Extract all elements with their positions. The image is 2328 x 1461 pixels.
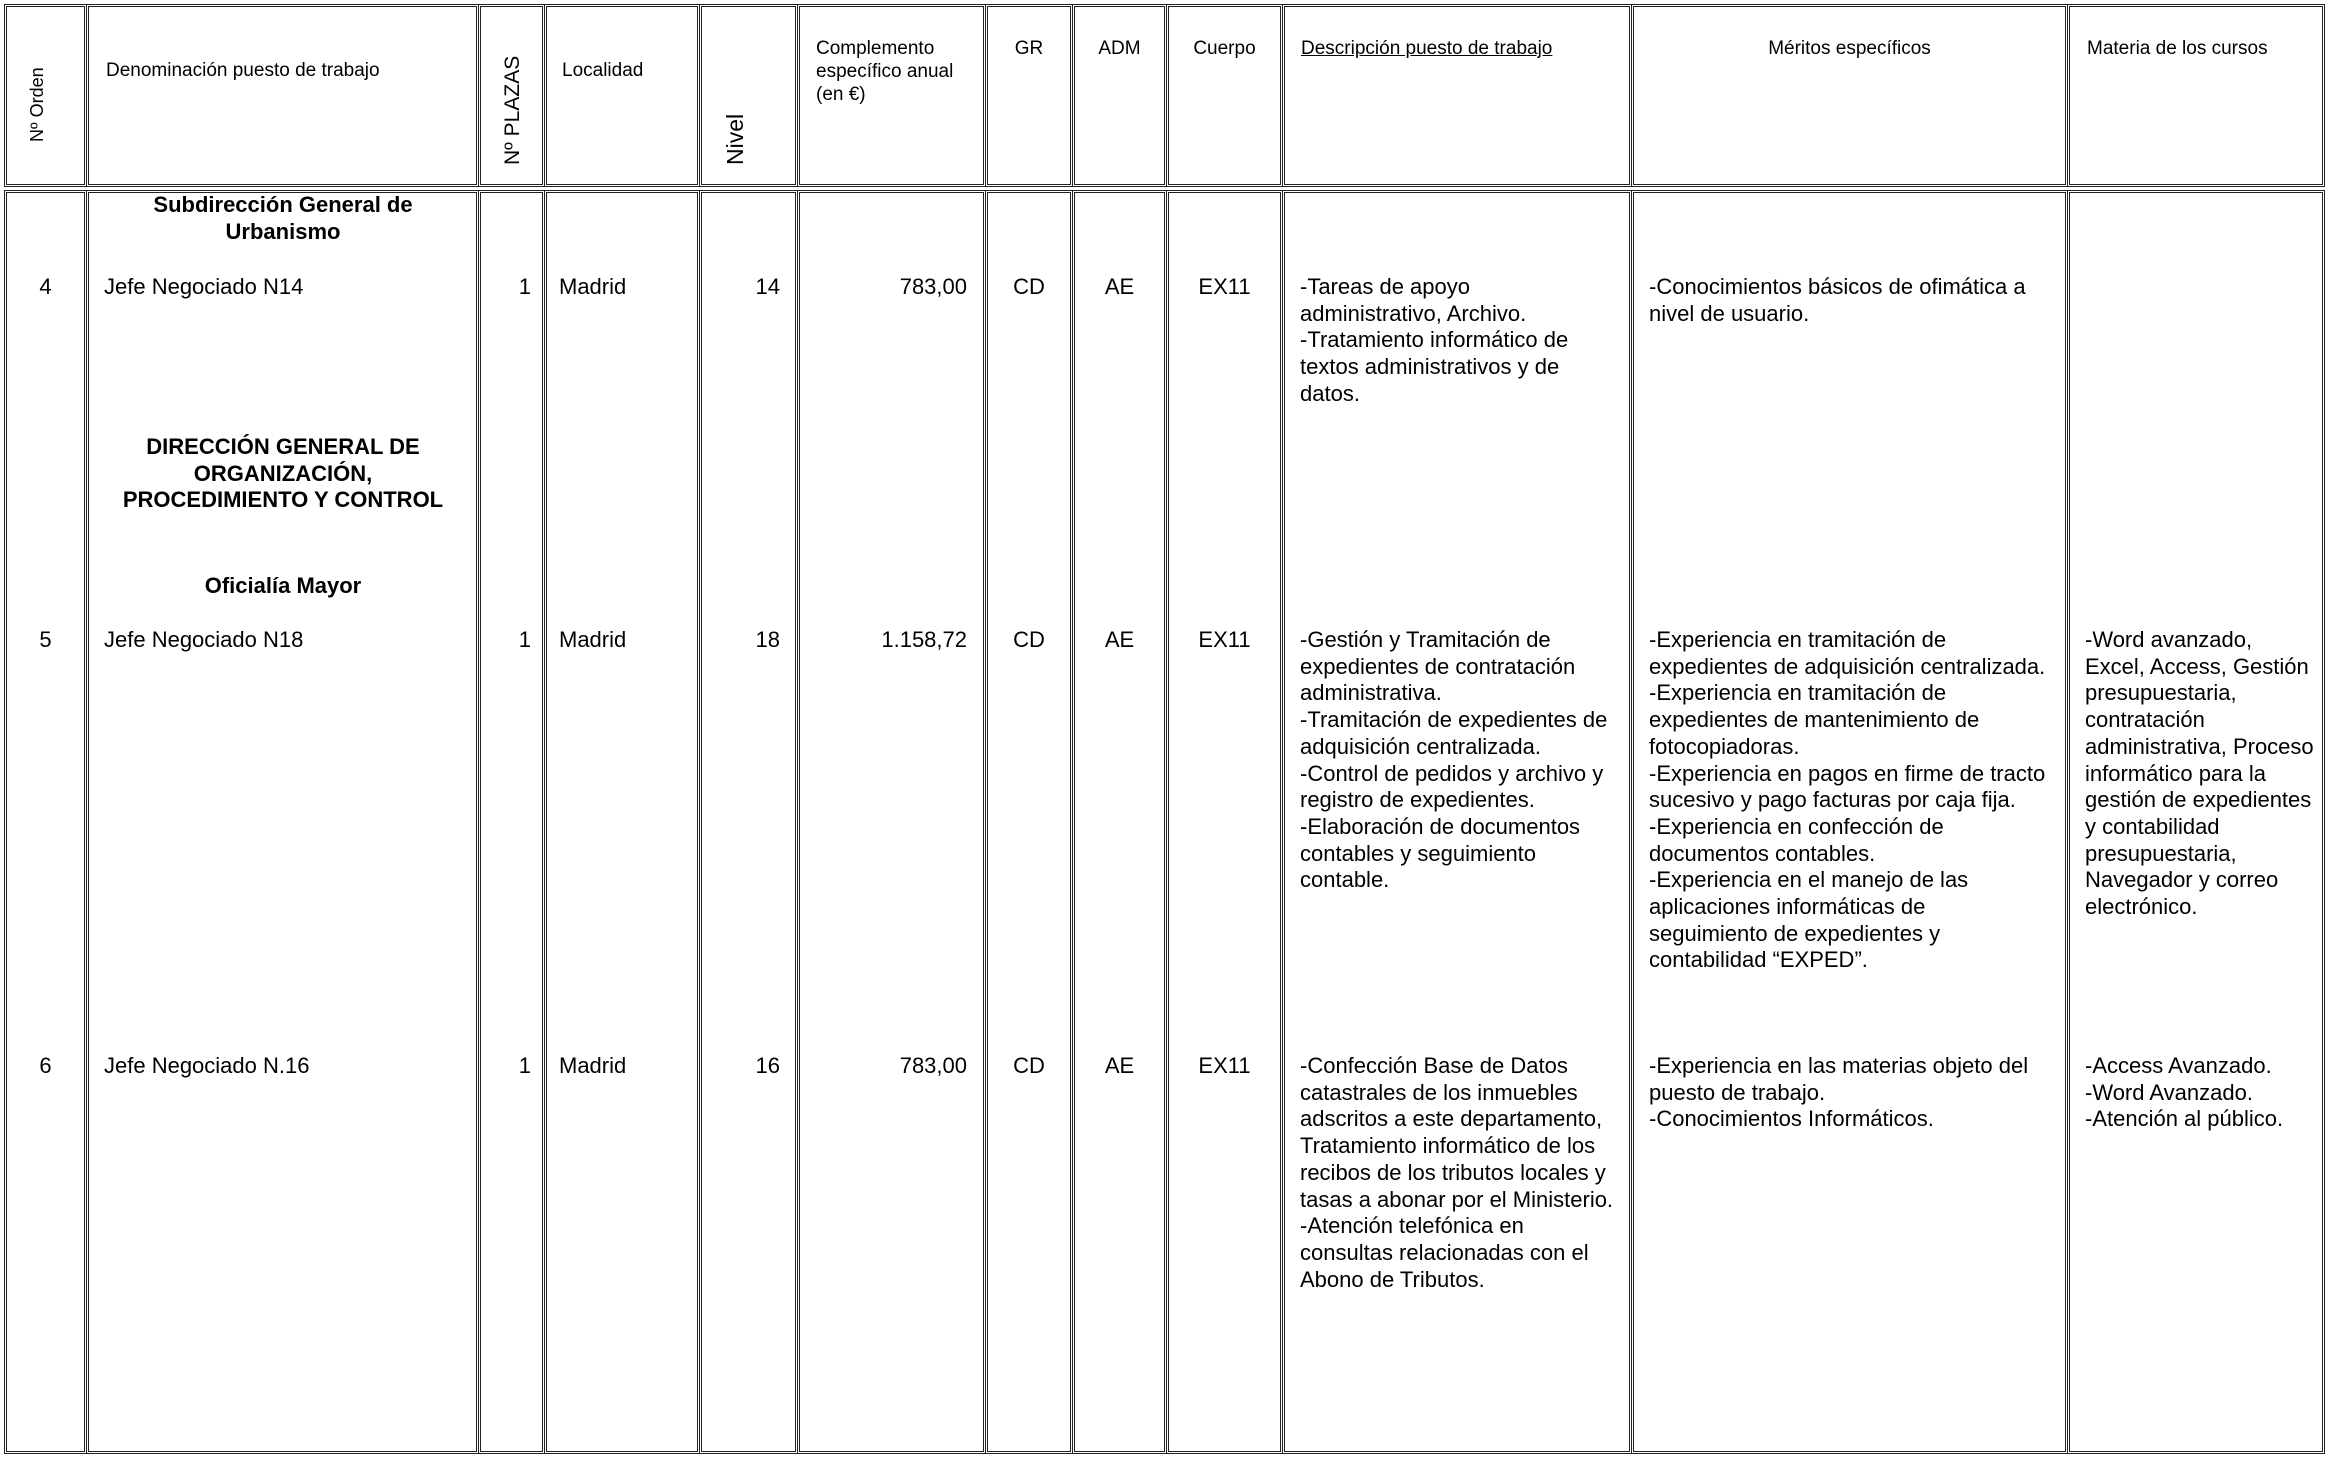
body-col-complemento [797,190,986,1454]
row-6-denominacion: Jefe Negociado N.16 [104,1053,310,1078]
row-5-complemento: 1.158,72 [881,627,967,652]
header-complemento: Complemento específico anual (en €) [816,38,954,105]
row-4-orden: 4 [39,274,52,299]
row-5-localidad: Madrid [559,627,627,652]
body-col-localidad [544,190,700,1454]
header-descripcion: Descripción puesto de trabajo [1301,38,1553,59]
body-col-orden [4,190,87,1454]
header-cell-orden [4,4,87,187]
header-cell-meritos [1631,4,2068,187]
header-cell-localidad [544,4,700,187]
row-5-descripcion: -Gestión y Tramitación de expedientes de contratación administrativa. -Tramitación de expedientes de adquisición centralizada. -Control de pedidos y archivo y registro de expedientes. -Elaboración de documentos contables y seguimiento contable. [1300,627,1608,893]
row-5-materia: -Word avanzado, Excel, Access, Gestión presupuestaria, contratación administrativa, Proceso informático para la gestión de expedientes y contabilidad presupuestaria, Navegador y correo electrónico. [2085,627,2314,920]
row-5-denominacion: Jefe Negociado N18 [104,627,304,652]
section-heading: DIRECCIÓN GENERAL DE ORGANIZACIÓN, PROCEDIMIENTO Y CONTROL [122,434,444,513]
header-cell-adm [1072,4,1167,187]
header-cell-plazas [478,4,545,187]
row-4-complemento: 783,00 [899,274,967,299]
row-6-localidad: Madrid [559,1053,627,1078]
section-heading: Oficialía Mayor [204,573,362,598]
row-6-adm: AE [1104,1053,1135,1078]
header-cell-descripcion [1282,4,1632,187]
row-4-descripcion: -Tareas de apoyo administrativo, Archivo. -Tratamiento informático de textos administrativos y de datos. [1300,274,1569,406]
body-col-nivel [699,190,798,1454]
row-4-plazas: 1 [518,274,531,299]
header-orden: Nº Orden [27,67,47,142]
header-meritos: Méritos específicos [1768,38,1931,59]
header-localidad: Localidad [562,60,644,81]
row-6-cuerpo: EX11 [1198,1053,1251,1078]
row-5-orden: 5 [39,627,52,652]
header-gr: GR [1014,38,1044,59]
header-cell-cuerpo [1166,4,1283,187]
row-5-gr: CD [1013,627,1045,652]
row-6-gr: CD [1013,1053,1045,1078]
body-col-cuerpo [1166,190,1283,1454]
row-6-orden: 6 [39,1053,52,1078]
header-nivel: Nivel [722,113,748,165]
row-4-adm: AE [1104,274,1135,299]
body-col-denominacion [86,190,479,1454]
row-5-nivel: 18 [755,627,780,652]
row-6-nivel: 16 [755,1053,780,1078]
row-4-denominacion: Jefe Negociado N14 [104,274,304,299]
row-6-plazas: 1 [518,1053,531,1078]
row-5-meritos: -Experiencia en tramitación de expedientes de adquisición centralizada. -Experiencia en tramitación de expedientes de mantenimiento de fotocopiadoras. -Experiencia en pagos en firme de tracto sucesivo y pago facturas por caja fija. -Experiencia en confección de documentos contables. -Experiencia en el manejo de las aplicaciones informáticas de seguimiento de expedientes y contabilidad “EXPED”. [1649,627,2046,973]
body-col-adm [1072,190,1167,1454]
row-6-descripcion: -Confección Base de Datos catastrales de los inmuebles adscritos a este departamento, Tratamiento informático de los recibos de los tributos locales y tasas a abonar por el Ministerio. -Atención telefónica en consultas relacionadas con el Abono de Tributos. [1300,1053,1614,1292]
header-cell-nivel [699,4,798,187]
header-adm: ADM [1098,38,1141,59]
row-6-meritos: -Experiencia en las materias objeto del puesto de trabajo. -Conocimientos Informáticos. [1649,1053,2029,1132]
row-5-adm: AE [1104,627,1135,652]
row-6-materia: -Access Avanzado. -Word Avanzado. -Atención al público. [2085,1053,2284,1132]
header-cell-complemento [797,4,986,187]
header-materia: Materia de los cursos [2087,38,2268,59]
body-col-gr [985,190,1073,1454]
row-4-nivel: 14 [755,274,780,299]
row-5-cuerpo: EX11 [1198,627,1251,652]
row-6-complemento: 783,00 [899,1053,967,1078]
section-heading: Subdirección General de Urbanismo [153,192,413,244]
row-4-gr: CD [1013,274,1045,299]
row-4-meritos: -Conocimientos básicos de ofimática a nivel de usuario. [1649,274,2026,326]
header-cell-gr [985,4,1073,187]
header-cell-denominacion [86,4,479,187]
header-denominacion: Denominación puesto de trabajo [106,60,380,81]
body-col-plazas [478,190,545,1454]
header-plazas: Nº PLAZAS [501,55,524,165]
row-4-localidad: Madrid [559,274,627,299]
header-cuerpo: Cuerpo [1193,38,1256,59]
row-5-plazas: 1 [518,627,531,652]
row-4-cuerpo: EX11 [1198,274,1251,299]
header-cell-materia [2067,4,2325,187]
